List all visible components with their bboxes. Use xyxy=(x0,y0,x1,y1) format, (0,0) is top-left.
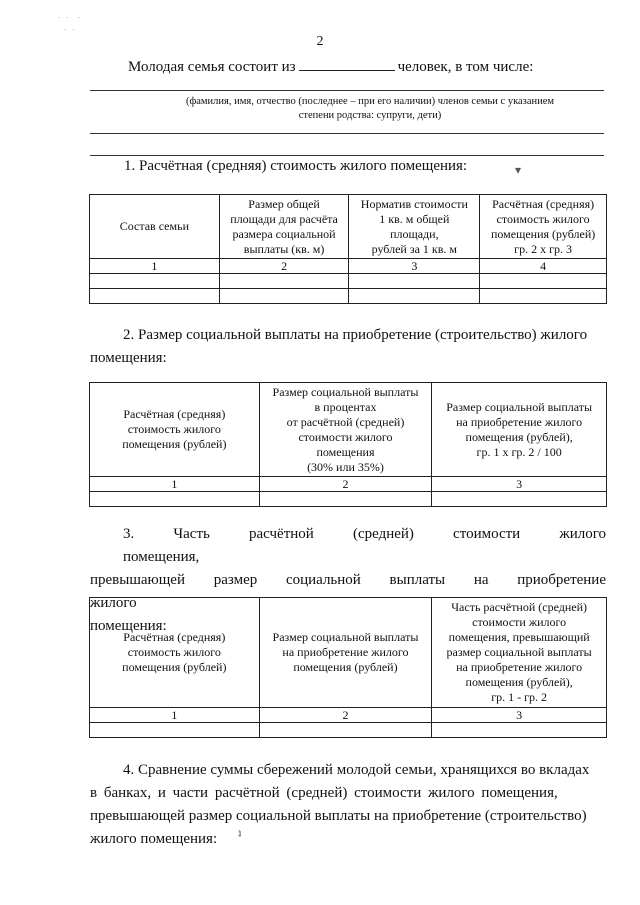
table-1 xyxy=(89,194,607,304)
scan-speck: ▾ xyxy=(515,163,522,177)
table1-header-family: Состав семьи xyxy=(90,195,220,259)
table3-empty-row xyxy=(90,723,607,738)
members-note: (фамилия, имя, отчество (последнее – при его наличии) членов семьи с указанием степени родства: супруги, дети) xyxy=(185,96,555,121)
table3-header-payment: Размер социальной выплаты на приобретение жилого помещения (рублей) xyxy=(259,598,432,708)
scan-speck: ʇ xyxy=(238,826,242,840)
intro-prefix: Молодая семья состоит из xyxy=(128,59,296,75)
section-1-title: 1. Расчётная (средняя) стоимость жилого помещения: xyxy=(124,158,468,174)
members-line-1 xyxy=(90,90,604,91)
table2-header-percent: Размер социальной выплаты в процентах от расчётной (средней) стоимости жилого помещения (30% или 35%) xyxy=(259,383,432,477)
table-2 xyxy=(89,382,607,507)
section-3-title: 3. Часть расчётной (средней) стоимости жилого помещения, превышающей размер социальной выплаты на приобретение жилого помещения: xyxy=(90,526,606,634)
corner-stamp: · · xyxy=(64,26,77,34)
table-3 xyxy=(89,597,607,738)
intro-suffix: человек, в том числе: xyxy=(397,59,534,75)
table2-empty-row xyxy=(90,492,607,507)
members-line-2 xyxy=(90,133,604,134)
table1-empty-row xyxy=(90,289,607,304)
section-2-title: 2. Размер социальной выплаты на приобретение (строительство) жилого помещения: xyxy=(90,327,588,366)
table2-header-cost: Расчётная (средняя) стоимость жилого помещения (рублей) xyxy=(90,383,260,477)
table2-number-row: 1 2 3 xyxy=(90,477,607,492)
corner-stamp: · · · xyxy=(58,14,83,22)
section-4-title: 4. Сравнение суммы сбережений молодой семьи, хранящихся во вкладах в банках, и части расчётной (средней) стоимости жилого помещения, превышающей размер социальной выплаты на приобретение (строительство) жилого помещения: xyxy=(90,762,590,847)
table3-number-row: 1 2 3 xyxy=(90,708,607,723)
table2-header-payment: Размер социальной выплаты на приобретение жилого помещения (рублей), гр. 1 х гр. 2 / 100 xyxy=(432,383,607,477)
family-composition-line xyxy=(128,58,533,76)
table3-header-cost: Расчётная (средняя) стоимость жилого помещения (рублей) xyxy=(90,598,260,708)
table3-header-excess: Часть расчётной (средней) стоимости жилого помещения, превышающий размер социальной выплаты на приобретение жилого помещения (рублей), гр. 1 - гр. 2 xyxy=(432,598,607,708)
table1-number-row: 1 2 3 4 xyxy=(90,259,607,274)
member-count-blank xyxy=(299,58,395,71)
table1-header-area: Размер общей площади для расчёта размера социальной выплаты (кв. м) xyxy=(219,195,349,259)
table1-empty-row xyxy=(90,274,607,289)
table1-header-cost: Расчётная (средняя) стоимость жилого помещения (рублей) гр. 2 х гр. 3 xyxy=(480,195,607,259)
page-number: 2 xyxy=(316,34,324,49)
table1-header-norm: Норматив стоимости 1 кв. м общей площади, рублей за 1 кв. м xyxy=(349,195,480,259)
